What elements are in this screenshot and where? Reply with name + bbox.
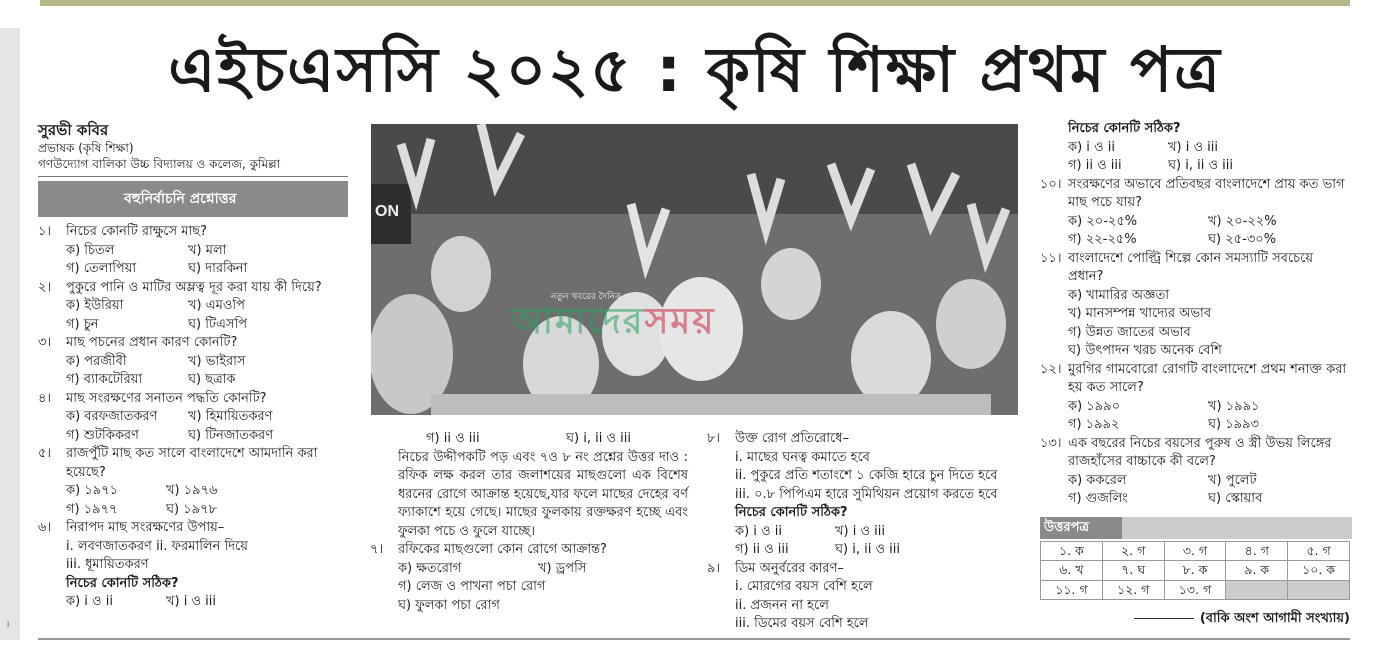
option-b: খ) ১৯৯১	[1208, 398, 1260, 414]
option-a: ক) পরজীবী	[66, 353, 127, 369]
watermark-tagline: নতুন খবরের দৈনিক	[551, 292, 622, 302]
table-row	[1041, 561, 1350, 581]
option-b: খ) পুলেট	[1208, 472, 1257, 488]
question-number: ১৩।	[1040, 435, 1062, 451]
option-c: গ) চুন	[66, 316, 99, 332]
question-number: ১২।	[1040, 361, 1062, 377]
page-edge-strip	[0, 28, 20, 640]
question-5	[38, 445, 353, 519]
answer-cell: ৮. ক	[1164, 561, 1226, 581]
question-number: ৮।	[707, 431, 721, 446]
answer-cell: ৭. ঘ	[1102, 561, 1164, 581]
question-number: ৩।	[38, 335, 52, 350]
option-d: ঘ) i, ii ও iii	[1168, 158, 1234, 173]
option-d: ঘ) ২৫-৩০%	[1208, 232, 1277, 247]
option-a: ক) চিতল	[66, 242, 115, 258]
option-a: ক) ২০-২৫%	[1068, 213, 1138, 229]
section-title: বহুনির্বাচনি প্রশ্নোত্তর	[38, 181, 348, 217]
option-a: ক) i ও ii	[66, 594, 113, 609]
answer-key-table	[1040, 541, 1350, 601]
option-b: খ) i ও iii	[1168, 139, 1219, 155]
question-prompt: নিচের কোনটি সঠিক?	[66, 575, 179, 591]
top-rule	[40, 0, 1350, 6]
option-c: গ) ii ও iii	[1068, 158, 1122, 173]
option-c: গ) ১৯৭৭	[66, 501, 118, 517]
option-d: ঘ) i, ii ও iii	[566, 431, 632, 446]
question-number: ১১।	[1040, 250, 1062, 266]
option-d: ঘ) দারকিনা	[188, 261, 248, 276]
answer-cell: ১২. গ	[1102, 580, 1164, 600]
question-3	[38, 334, 353, 390]
question-4	[38, 390, 353, 446]
question-text: ডিম অনুর্বরের কারণ–	[735, 560, 844, 576]
answer-key-header-fill	[1122, 517, 1352, 539]
dash-rule	[1134, 618, 1194, 619]
question-text: মাছ পচনের প্রধান কারণ কোনটি?	[66, 335, 238, 350]
divider	[38, 176, 348, 177]
option-d: ঘ) ১৯৯৩	[1208, 417, 1259, 432]
answer-cell: ৫. গ	[1288, 541, 1350, 561]
option-c: গ) ১৯৯২	[1068, 417, 1120, 432]
question-number: ৫।	[38, 446, 52, 461]
answer-cell: ১০. ক	[1288, 561, 1350, 581]
answer-key-title: উত্তরপত্র	[1040, 517, 1122, 539]
column-4	[1040, 120, 1352, 600]
question-9	[707, 560, 1022, 634]
question-text: উক্ত রোগ প্রতিরোধে–	[735, 431, 850, 446]
option-d: ঘ) টিনজাতকরণ	[188, 427, 274, 443]
table-row	[1041, 541, 1350, 561]
question-text: নিচের কোনটি রাক্ষুসে মাছ?	[66, 224, 207, 239]
option-b: খ) ড্রপসি	[538, 560, 587, 576]
question-text: মাছ সংরক্ষণের সনাতন পদ্ধতি কোনটি?	[66, 390, 267, 406]
answer-key-header	[1040, 517, 1352, 539]
option-a: ক) ক্ষতরোগ	[398, 560, 462, 576]
watermark-part-a: আমাদের	[511, 301, 645, 342]
author-name: সুরভী কবির	[38, 121, 109, 139]
option-c: গ) ii ও iii	[426, 431, 480, 446]
option-a: ক) i ও ii	[735, 523, 782, 539]
option-b: খ) ১৯৭৬	[166, 483, 218, 498]
option-d: ঘ) স্কোয়াব	[1208, 491, 1263, 506]
question-number: ১০।	[1040, 176, 1062, 192]
question-prompt: নিচের কোনটি সঠিক?	[1068, 121, 1181, 136]
page-headline: এইচএসসি ২০২৫ : কৃষি শিক্ষা প্রথম পত্র	[168, 33, 1222, 106]
watermark-part-b: সময়	[644, 301, 716, 342]
question-text: রফিকের মাছগুলো কোন রোগে আক্রান্ত?	[398, 542, 607, 557]
question-text: সংরক্ষণের অভাবে প্রতিবছর বাংলাদেশে প্রায় কত ভাগ মাছ পচে যায়?	[1068, 176, 1345, 210]
bottom-rule	[38, 638, 1350, 640]
answer-cell: ৬. খ	[1041, 561, 1103, 581]
question-13	[1040, 435, 1352, 509]
option-c: গ) লেজ ও পাখনা পচা রোগ	[398, 579, 546, 594]
option-d: ঘ) ছত্রাক	[188, 372, 236, 387]
option-c: গ) ব্যাকটেরিয়া	[66, 372, 143, 387]
question-number: ৭।	[370, 542, 384, 557]
question-text: রাজপুঁটি মাছ কত সালে বাংলাদেশে আমদানি করা হয়েছে?	[66, 446, 318, 480]
question-text: বাংলাদেশে পোল্ট্রি শিল্পে কোন সমস্যাটি সবচেয়ে প্রধান?	[1068, 250, 1314, 284]
question-2	[38, 279, 353, 335]
question-text: মুরগির গামবোরো রোগটি বাংলাদেশে প্রথম শনাক্ত করা হয় কত সালে?	[1068, 361, 1347, 395]
statement-i: i. লবণজাতকরণ	[66, 538, 152, 554]
option-a: ক) বরফজাতকরণ	[66, 409, 158, 424]
option-c: গ) ২২-২৫%	[1068, 232, 1137, 247]
column-2	[370, 430, 688, 615]
question-text: নিরাপদ মাছ সংরক্ষণের উপায়–	[66, 520, 225, 535]
answer-cell-empty	[1288, 580, 1350, 600]
statement-iii: iii. ডিমের বয়স বেশি হলে	[735, 616, 869, 631]
question-prompt: নিচের কোনটি সঠিক?	[735, 505, 848, 520]
answer-cell: ৪. গ	[1226, 541, 1288, 561]
question-6	[38, 519, 353, 612]
statement-ii: ii. পুকুরে প্রতি শতাংশে ১ কেজি হারে চুন দিতে হবে	[735, 468, 998, 483]
option-c: গ) গুজলিং	[1068, 491, 1128, 506]
question-number: ১।	[38, 224, 52, 239]
option-a: ক) খামারির অজ্ঞতা	[1068, 287, 1169, 303]
answer-cell: ৯. ক	[1226, 561, 1288, 581]
option-b: খ) i ও iii	[166, 594, 217, 609]
question-number: ৪।	[38, 390, 52, 406]
edge-mark: ।	[6, 620, 10, 630]
option-d: ঘ) টিএসপি	[188, 316, 248, 332]
answer-cell: ১৩. গ	[1164, 580, 1226, 600]
question-11	[1040, 250, 1352, 361]
answer-cell: ১. ক	[1041, 541, 1103, 561]
table-row	[1041, 580, 1350, 600]
option-a: ক) ইউরিয়া	[66, 298, 124, 313]
stimulus-text: নিচের উদ্দীপকটি পড় এবং ৭ও ৮ নং প্রশ্নের উত্তর দাও : রফিক লক্ষ করল তার জলাশয়ের মাছগুলো এক বিশেষ ধরনের রোগে আক্রান্ত হয়েছে,যার ফলে মাছের দেহের বর্ণ ফ্যাকাশে হয়ে গেছে। মাছের ফুলকায় রক্তক্ষরণ হচ্ছে এবং ফুলকা পচে ও ফুলে যাচ্ছে।	[398, 449, 688, 539]
photo-sign-text: ON	[375, 203, 399, 220]
option-a: ক) ককরেল	[1068, 472, 1127, 488]
question-1	[38, 223, 353, 279]
continued-text: (বাকি অংশ আগামী সংখ্যায়)	[1199, 611, 1350, 626]
newspaper-watermark	[511, 294, 716, 354]
question-number: ২।	[38, 279, 52, 295]
statement-i: i. মোরগের বয়স বেশি হলে	[735, 579, 873, 594]
option-b: খ) ভাইরাস	[188, 353, 246, 369]
question-text: এক বছরের নিচের বয়সের পুরুষ ও স্ত্রী উভয় লিঙ্গের রাজহাঁসের বাচ্চাকে কী বলে?	[1068, 435, 1332, 469]
option-b: খ) মলা	[188, 242, 227, 258]
option-a: ক) ১৯৯০	[1068, 398, 1121, 414]
answer-cell-empty	[1226, 580, 1288, 600]
statement-iii: iii. ধূমায়িতকরণ	[66, 557, 149, 572]
answer-cell: ১১. গ	[1041, 580, 1103, 600]
column-1	[38, 120, 353, 612]
option-b: খ) i ও iii	[835, 523, 886, 539]
option-c: গ) ii ও iii	[735, 542, 789, 557]
option-d: ঘ) ফুলকা পচা রোগ	[398, 597, 500, 613]
author-institution: গণউদ্যোগ বালিকা উচ্চ বিদ্যালয় ও কলেজ, কুমিল্লা	[38, 157, 281, 171]
option-c: গ) শুটকিকরণ	[66, 427, 139, 443]
statement-iii: iii. ০.৮ পিপিএম হারে সুমিথিয়ন প্রয়োগ করতে হবে	[735, 486, 998, 502]
column-3	[707, 430, 1022, 634]
option-c: গ) তেলাপিয়া	[66, 261, 137, 276]
statement-ii: ii. ফরমালিন দিয়ে	[156, 538, 248, 554]
option-d: ঘ) i, ii ও iii	[835, 542, 901, 557]
option-a: ক) ১৯৭১	[66, 483, 119, 498]
question-10	[1040, 176, 1352, 250]
option-b: খ) মানসম্পন্ন খাদ্যের অভাব	[1068, 306, 1212, 321]
answer-cell: ২. গ	[1102, 541, 1164, 561]
students-celebrating-photo	[371, 124, 1018, 415]
option-b: খ) এমওপি	[188, 298, 245, 313]
question-8	[707, 430, 1022, 560]
option-d: ঘ) ১৯৭৮	[166, 501, 217, 517]
statement-i: i. মাছের ঘনত্ব কমাতে হবে	[735, 449, 870, 465]
continued-note	[1120, 609, 1350, 630]
photo-illustration	[371, 124, 1018, 415]
option-d: ঘ) উৎপাদন খরচ অনেক বেশি	[1068, 343, 1222, 358]
answer-cell: ৩. গ	[1164, 541, 1226, 561]
option-b: খ) ২০-২২%	[1208, 213, 1277, 229]
author-title: প্রভাষক (কৃষি শিক্ষা)	[38, 141, 134, 155]
option-c: গ) উন্নত জাতের অভাব	[1068, 324, 1191, 340]
question-12	[1040, 361, 1352, 435]
statement-ii: ii. প্রজনন না হলে	[735, 597, 829, 613]
question-number: ৬।	[38, 520, 52, 535]
question-number: ৯।	[707, 560, 721, 576]
option-a: ক) i ও ii	[1068, 139, 1115, 155]
question-text: পুকুরে পানি ও মাটির অম্লত্ব দূর করা যায় কী দিয়ে?	[66, 279, 322, 295]
option-b: খ) হিমায়িতকরণ	[188, 409, 273, 424]
question-7	[370, 541, 688, 615]
